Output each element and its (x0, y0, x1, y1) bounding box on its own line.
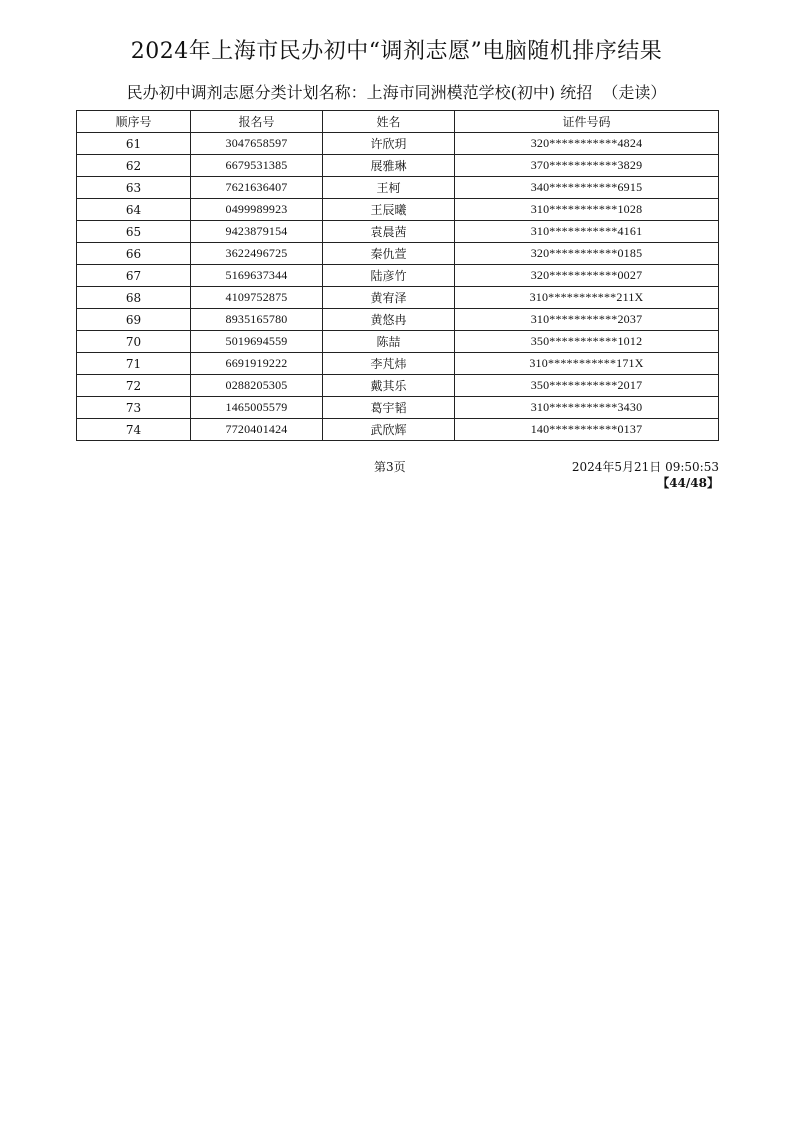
cell-name: 展雅琳 (323, 155, 455, 177)
cell-id-number: 320***********0027 (455, 265, 719, 287)
cell-sequence-number: 65 (77, 221, 191, 243)
cell-registration-number: 1465005579 (191, 397, 323, 419)
table-row (77, 419, 719, 441)
cell-registration-number: 5019694559 (191, 331, 323, 353)
cell-sequence-number: 63 (77, 177, 191, 199)
cell-sequence-number: 64 (77, 199, 191, 221)
cell-id-number: 310***********2037 (455, 309, 719, 331)
cell-sequence-number: 71 (77, 353, 191, 375)
cell-name: 葛宇韬 (323, 397, 455, 419)
cell-sequence-number: 62 (77, 155, 191, 177)
cell-registration-number: 7720401424 (191, 419, 323, 441)
cell-name: 陈喆 (323, 331, 455, 353)
plan-name-subtitle: 民办初中调剂志愿分类计划名称：上海市同洲模范学校(初中) 统招 （走读） (126, 83, 667, 102)
table-row (77, 243, 719, 265)
cell-id-number: 140***********0137 (455, 419, 719, 441)
cell-registration-number: 0288205305 (191, 375, 323, 397)
cell-name: 许欣玥 (323, 133, 455, 155)
cell-registration-number: 3047658597 (191, 133, 323, 155)
header-name: 姓名 (323, 111, 455, 133)
page-number: 第3页 (374, 460, 406, 474)
cell-name: 黄悠冉 (323, 309, 455, 331)
cell-id-number: 310***********3430 (455, 397, 719, 419)
cell-name: 陆彦竹 (323, 265, 455, 287)
cell-sequence-number: 72 (77, 375, 191, 397)
cell-id-number: 310***********171X (455, 353, 719, 375)
table-row (77, 287, 719, 309)
cell-name: 李芃炜 (323, 353, 455, 375)
table-row (77, 265, 719, 287)
cell-id-number: 310***********1028 (455, 199, 719, 221)
cell-name: 黄宥泽 (323, 287, 455, 309)
cell-sequence-number: 67 (77, 265, 191, 287)
table-row (77, 199, 719, 221)
cell-sequence-number: 73 (77, 397, 191, 419)
cell-id-number: 350***********1012 (455, 331, 719, 353)
table-row (77, 221, 719, 243)
cell-name: 王柯 (323, 177, 455, 199)
page-count: 【44/48】 (657, 476, 719, 490)
cell-registration-number: 7621636407 (191, 177, 323, 199)
cell-registration-number: 9423879154 (191, 221, 323, 243)
cell-id-number: 370***********3829 (455, 155, 719, 177)
cell-sequence-number: 66 (77, 243, 191, 265)
cell-name: 武欣辉 (323, 419, 455, 441)
cell-registration-number: 3622496725 (191, 243, 323, 265)
cell-registration-number: 8935165780 (191, 309, 323, 331)
table-row (77, 331, 719, 353)
cell-id-number: 340***********6915 (455, 177, 719, 199)
cell-name: 戴其乐 (323, 375, 455, 397)
cell-sequence-number: 70 (77, 331, 191, 353)
cell-sequence-number: 69 (77, 309, 191, 331)
cell-id-number: 320***********0185 (455, 243, 719, 265)
table-header-row (77, 111, 719, 133)
cell-name: 秦仇萱 (323, 243, 455, 265)
cell-registration-number: 6691919222 (191, 353, 323, 375)
document-title: 2024年上海市民办初中“调剂志愿”电脑随机排序结果 (130, 39, 663, 64)
cell-id-number: 310***********4161 (455, 221, 719, 243)
cell-id-number: 320***********4824 (455, 133, 719, 155)
cell-id-number: 350***********2017 (455, 375, 719, 397)
header-id-number: 证件号码 (455, 111, 719, 133)
cell-name: 王辰曦 (323, 199, 455, 221)
print-timestamp: 2024年5月21日 09:50:53 (571, 460, 719, 474)
cell-id-number: 310***********211X (455, 287, 719, 309)
table-row (77, 155, 719, 177)
table-row (77, 375, 719, 397)
cell-name: 袁晨茜 (323, 221, 455, 243)
cell-registration-number: 4109752875 (191, 287, 323, 309)
cell-registration-number: 0499989923 (191, 199, 323, 221)
table-row (77, 397, 719, 419)
cell-sequence-number: 74 (77, 419, 191, 441)
cell-sequence-number: 68 (77, 287, 191, 309)
header-registration-number: 报名号 (191, 111, 323, 133)
table-row (77, 353, 719, 375)
cell-registration-number: 5169637344 (191, 265, 323, 287)
cell-sequence-number: 61 (77, 133, 191, 155)
table-row (77, 309, 719, 331)
header-sequence-number: 顺序号 (77, 111, 191, 133)
cell-registration-number: 6679531385 (191, 155, 323, 177)
table-body (77, 133, 719, 441)
results-table (76, 110, 719, 441)
table-row (77, 177, 719, 199)
table-row (77, 133, 719, 155)
